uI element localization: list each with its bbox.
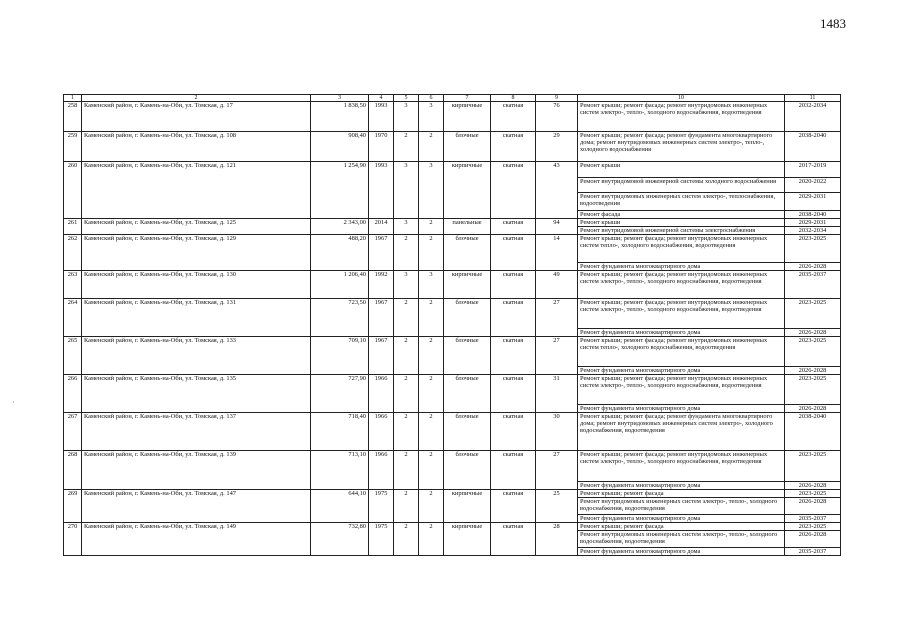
- work-type-cell: Ремонт внутридомовых инженерных систем электро-, тепло-, холодного водоснабжения, водоотведения: [578, 531, 785, 548]
- entrances-cell: 3: [419, 271, 444, 299]
- address-cell: Каменский район, г. Камень-на-Оби, ул. Томская, д. 125: [82, 219, 311, 235]
- year-cell: 1967: [369, 337, 394, 375]
- address-cell: Каменский район, г. Камень-на-Оби, ул. Томская, д. 131: [82, 299, 311, 337]
- period-cell: 2035-2037: [785, 271, 841, 299]
- page-number: 1483: [820, 16, 846, 31]
- column-header: 7: [444, 95, 491, 102]
- area-cell: 732,80: [311, 523, 369, 556]
- column-number-header-row: [64, 95, 841, 102]
- period-cell: 2032-2034: [785, 102, 841, 132]
- apartments-cell: 43: [536, 162, 578, 219]
- address-cell: Каменский район, г. Камень-на-Оби, ул. Томская, д. 139: [82, 451, 311, 490]
- column-header: 4: [369, 95, 394, 102]
- area-cell: 2 343,00: [311, 219, 369, 235]
- floors-cell: 2: [394, 375, 419, 413]
- entrances-cell: 3: [419, 162, 444, 219]
- entrances-cell: 2: [419, 375, 444, 413]
- period-cell: 2038-2040: [785, 132, 841, 162]
- wall-material-cell: кирпичные: [444, 102, 491, 132]
- column-header: 8: [491, 95, 536, 102]
- wall-material-cell: кирпичные: [444, 523, 491, 556]
- table-row: [64, 132, 841, 162]
- wall-material-cell: блочные: [444, 337, 491, 375]
- roof-type-cell: скатная: [491, 219, 536, 235]
- period-cell: 2023-2025: [785, 299, 841, 329]
- row-number: 258: [64, 102, 82, 132]
- period-cell: 2026-2028: [785, 482, 841, 490]
- area-cell: 644,10: [311, 490, 369, 523]
- scan-mark: ·: [12, 398, 15, 407]
- apartments-cell: 28: [536, 523, 578, 556]
- year-cell: 2014: [369, 219, 394, 235]
- year-cell: 1966: [369, 451, 394, 490]
- work-type-cell: Ремонт крыши: [578, 219, 785, 227]
- floors-cell: 2: [394, 132, 419, 162]
- table-body: [64, 102, 841, 556]
- entrances-cell: 3: [419, 102, 444, 132]
- table-row: [64, 102, 841, 132]
- roof-type-cell: скатная: [491, 451, 536, 490]
- floors-cell: 3: [394, 219, 419, 235]
- period-cell: 2026-2028: [785, 531, 841, 548]
- table-row: [64, 490, 841, 498]
- year-cell: 1975: [369, 523, 394, 556]
- roof-type-cell: скатная: [491, 102, 536, 132]
- apartments-cell: 14: [536, 235, 578, 271]
- row-number: 261: [64, 219, 82, 235]
- row-number: 268: [64, 451, 82, 490]
- area-cell: 723,50: [311, 299, 369, 337]
- apartments-cell: 27: [536, 451, 578, 490]
- apartments-cell: 30: [536, 413, 578, 451]
- work-type-cell: Ремонт крыши; ремонт фасада; ремонт внутридомовых инженерных систем тепло-, холодного водоснабжения, водоотведения: [578, 235, 785, 263]
- work-type-cell: Ремонт крыши; ремонт фасада; ремонт фундамента многоквартирного дома; ремонт внутридомовых инженерных систем электро-, холодного водоснабжения, водоотведения: [578, 413, 785, 451]
- work-type-cell: Ремонт крыши; ремонт фасада; ремонт внутридомовых инженерных систем электро-, тепло-, холодного водоснабжения, водоотведения: [578, 299, 785, 329]
- work-type-cell: Ремонт фундамента многоквартирного дома: [578, 367, 785, 375]
- address-cell: Каменский район, г. Камень-на-Оби, ул. Томская, д. 137: [82, 413, 311, 451]
- period-cell: 2026-2028: [785, 405, 841, 413]
- floors-cell: 2: [394, 451, 419, 490]
- entrances-cell: 2: [419, 523, 444, 556]
- area-cell: 1 254,90: [311, 162, 369, 219]
- work-type-cell: Ремонт крыши; ремонт фасада; ремонт внутридомовых инженерных систем электро-, тепло-, холодного водоснабжения, водоотведения: [578, 102, 785, 132]
- floors-cell: 2: [394, 490, 419, 523]
- repair-schedule-table: [63, 94, 841, 556]
- column-header: 3: [311, 95, 369, 102]
- repair-schedule-table-wrapper: [63, 94, 840, 556]
- period-cell: 2023-2025: [785, 490, 841, 498]
- wall-material-cell: кирпичные: [444, 490, 491, 523]
- area-cell: 727,90: [311, 375, 369, 413]
- column-header: 1: [64, 95, 82, 102]
- work-type-cell: Ремонт крыши: [578, 162, 785, 178]
- entrances-cell: 2: [419, 299, 444, 337]
- work-type-cell: Ремонт крыши; ремонт фасада; ремонт внутридомовых инженерных систем электро-, тепло-, холодного водоснабжения, водоотведения: [578, 375, 785, 405]
- row-number: 266: [64, 375, 82, 413]
- year-cell: 1993: [369, 102, 394, 132]
- period-cell: 2017-2019: [785, 162, 841, 178]
- wall-material-cell: блочные: [444, 299, 491, 337]
- entrances-cell: 2: [419, 451, 444, 490]
- row-number: 259: [64, 132, 82, 162]
- period-cell: 2026-2028: [785, 263, 841, 271]
- floors-cell: 3: [394, 162, 419, 219]
- row-number: 269: [64, 490, 82, 523]
- year-cell: 1975: [369, 490, 394, 523]
- work-type-cell: Ремонт фундамента многоквартирного дома: [578, 405, 785, 413]
- year-cell: 1966: [369, 413, 394, 451]
- column-header: 5: [394, 95, 419, 102]
- period-cell: 2035-2037: [785, 548, 841, 556]
- work-type-cell: Ремонт крыши; ремонт фасада: [578, 523, 785, 531]
- address-cell: Каменский район, г. Камень-на-Оби, ул. Томская, д. 149: [82, 523, 311, 556]
- floors-cell: 2: [394, 337, 419, 375]
- entrances-cell: 2: [419, 235, 444, 271]
- roof-type-cell: скатная: [491, 523, 536, 556]
- period-cell: 2023-2025: [785, 337, 841, 367]
- apartments-cell: 27: [536, 337, 578, 375]
- period-cell: 2038-2040: [785, 211, 841, 219]
- table-row: [64, 523, 841, 531]
- address-cell: Каменский район, г. Камень-на-Оби, ул. Томская, д. 135: [82, 375, 311, 413]
- work-type-cell: Ремонт фундамента многоквартирного дома: [578, 515, 785, 523]
- roof-type-cell: скатная: [491, 337, 536, 375]
- row-number: 270: [64, 523, 82, 556]
- address-cell: Каменский район, г. Камень-на-Оби, ул. Томская, д. 130: [82, 271, 311, 299]
- entrances-cell: 2: [419, 219, 444, 235]
- apartments-cell: 49: [536, 271, 578, 299]
- column-header: 11: [785, 95, 841, 102]
- period-cell: 2035-2037: [785, 515, 841, 523]
- period-cell: 2020-2022: [785, 178, 841, 193]
- wall-material-cell: блочные: [444, 132, 491, 162]
- floors-cell: 2: [394, 235, 419, 271]
- area-cell: 908,40: [311, 132, 369, 162]
- row-number: 265: [64, 337, 82, 375]
- address-cell: Каменский район, г. Камень-на-Оби, ул. Томская, д. 129: [82, 235, 311, 271]
- work-type-cell: Ремонт фундамента многоквартирного дома: [578, 329, 785, 337]
- area-cell: 1 206,40: [311, 271, 369, 299]
- apartments-cell: 76: [536, 102, 578, 132]
- roof-type-cell: скатная: [491, 299, 536, 337]
- roof-type-cell: скатная: [491, 235, 536, 271]
- period-cell: 2026-2028: [785, 329, 841, 337]
- column-header: 10: [578, 95, 785, 102]
- year-cell: 1967: [369, 235, 394, 271]
- work-type-cell: Ремонт внутридомовых инженерных систем электро-, теплоснабжения, водоотведения: [578, 193, 785, 211]
- roof-type-cell: скатная: [491, 162, 536, 219]
- address-cell: Каменский район, г. Камень-на-Оби, ул. Томская, д. 147: [82, 490, 311, 523]
- row-number: 263: [64, 271, 82, 299]
- entrances-cell: 2: [419, 132, 444, 162]
- floors-cell: 3: [394, 271, 419, 299]
- floors-cell: 2: [394, 413, 419, 451]
- period-cell: 2029-2031: [785, 219, 841, 227]
- period-cell: 2038-2040: [785, 413, 841, 451]
- table-row: [64, 451, 841, 482]
- period-cell: 2023-2025: [785, 523, 841, 531]
- work-type-cell: Ремонт крыши; ремонт фасада; ремонт фундамента многоквартирного дома; ремонт внутридомовых инженерных систем электро-, тепло-, холодного водоснабжения: [578, 132, 785, 162]
- row-number: 264: [64, 299, 82, 337]
- apartments-cell: 94: [536, 219, 578, 235]
- wall-material-cell: кирпичные: [444, 271, 491, 299]
- row-number: 260: [64, 162, 82, 219]
- work-type-cell: Ремонт крыши; ремонт фасада; ремонт внутридомовых инженерных систем электро-, тепло-, холодного водоснабжения, водоотведения: [578, 271, 785, 299]
- table-row: [64, 337, 841, 367]
- period-cell: 2023-2025: [785, 375, 841, 405]
- table-row: [64, 271, 841, 299]
- wall-material-cell: блочные: [444, 235, 491, 271]
- work-type-cell: Ремонт внутридомовой инженерной системы холодного водоснабжения: [578, 178, 785, 193]
- wall-material-cell: блочные: [444, 451, 491, 490]
- work-type-cell: Ремонт фундамента многоквартирного дома: [578, 263, 785, 271]
- roof-type-cell: скатная: [491, 271, 536, 299]
- period-cell: 2023-2025: [785, 451, 841, 482]
- period-cell: 2032-2034: [785, 227, 841, 235]
- wall-material-cell: панельные: [444, 219, 491, 235]
- roof-type-cell: скатная: [491, 490, 536, 523]
- apartments-cell: 29: [536, 132, 578, 162]
- work-type-cell: Ремонт крыши; ремонт фасада: [578, 490, 785, 498]
- entrances-cell: 2: [419, 337, 444, 375]
- area-cell: 1 838,50: [311, 102, 369, 132]
- row-number: 267: [64, 413, 82, 451]
- table-row: [64, 413, 841, 451]
- column-header: 2: [82, 95, 311, 102]
- floors-cell: 2: [394, 523, 419, 556]
- table-row: [64, 162, 841, 178]
- wall-material-cell: кирпичные: [444, 162, 491, 219]
- table-row: [64, 375, 841, 405]
- area-cell: 709,10: [311, 337, 369, 375]
- period-cell: 2026-2028: [785, 367, 841, 375]
- work-type-cell: Ремонт фасада: [578, 211, 785, 219]
- entrances-cell: 2: [419, 413, 444, 451]
- column-header: 6: [419, 95, 444, 102]
- year-cell: 1966: [369, 375, 394, 413]
- period-cell: 2029-2031: [785, 193, 841, 211]
- work-type-cell: Ремонт фундамента многоквартирного дома: [578, 548, 785, 556]
- address-cell: Каменский район, г. Камень-на-Оби, ул. Томская, д. 133: [82, 337, 311, 375]
- floors-cell: 3: [394, 102, 419, 132]
- row-number: 262: [64, 235, 82, 271]
- period-cell: 2023-2025: [785, 235, 841, 263]
- year-cell: 1970: [369, 132, 394, 162]
- work-type-cell: Ремонт крыши; ремонт фасада; ремонт внутридомовых инженерных систем электро-, тепло-, холодного водоснабжения, водоотведения: [578, 451, 785, 482]
- period-cell: 2026-2028: [785, 498, 841, 515]
- year-cell: 1992: [369, 271, 394, 299]
- table-row: [64, 299, 841, 329]
- wall-material-cell: блочные: [444, 413, 491, 451]
- address-cell: Каменский район, г. Камень-на-Оби, ул. Томская, д. 17: [82, 102, 311, 132]
- work-type-cell: Ремонт фундамента многоквартирного дома: [578, 482, 785, 490]
- table-row: [64, 235, 841, 263]
- roof-type-cell: скатная: [491, 132, 536, 162]
- area-cell: 713,10: [311, 451, 369, 490]
- area-cell: 488,20: [311, 235, 369, 271]
- year-cell: 1967: [369, 299, 394, 337]
- floors-cell: 2: [394, 299, 419, 337]
- area-cell: 718,40: [311, 413, 369, 451]
- apartments-cell: 27: [536, 299, 578, 337]
- apartments-cell: 25: [536, 490, 578, 523]
- table-row: [64, 219, 841, 227]
- column-header: 9: [536, 95, 578, 102]
- work-type-cell: Ремонт внутридомовой инженерной системы электроснабжения: [578, 227, 785, 235]
- work-type-cell: Ремонт внутридомовых инженерных систем электро-, тепло-, холодного водоснабжения, водоотведения: [578, 498, 785, 515]
- address-cell: Каменский район, г. Камень-на-Оби, ул. Томская, д. 108: [82, 132, 311, 162]
- work-type-cell: Ремонт крыши; ремонт фасада; ремонт внутридомовых инженерных систем тепло-, холодного водоснабжения, водоотведения: [578, 337, 785, 367]
- address-cell: Каменский район, г. Камень-на-Оби, ул. Томская, д. 121: [82, 162, 311, 219]
- roof-type-cell: скатная: [491, 375, 536, 413]
- roof-type-cell: скатная: [491, 413, 536, 451]
- entrances-cell: 2: [419, 490, 444, 523]
- apartments-cell: 31: [536, 375, 578, 413]
- wall-material-cell: блочные: [444, 375, 491, 413]
- year-cell: 1993: [369, 162, 394, 219]
